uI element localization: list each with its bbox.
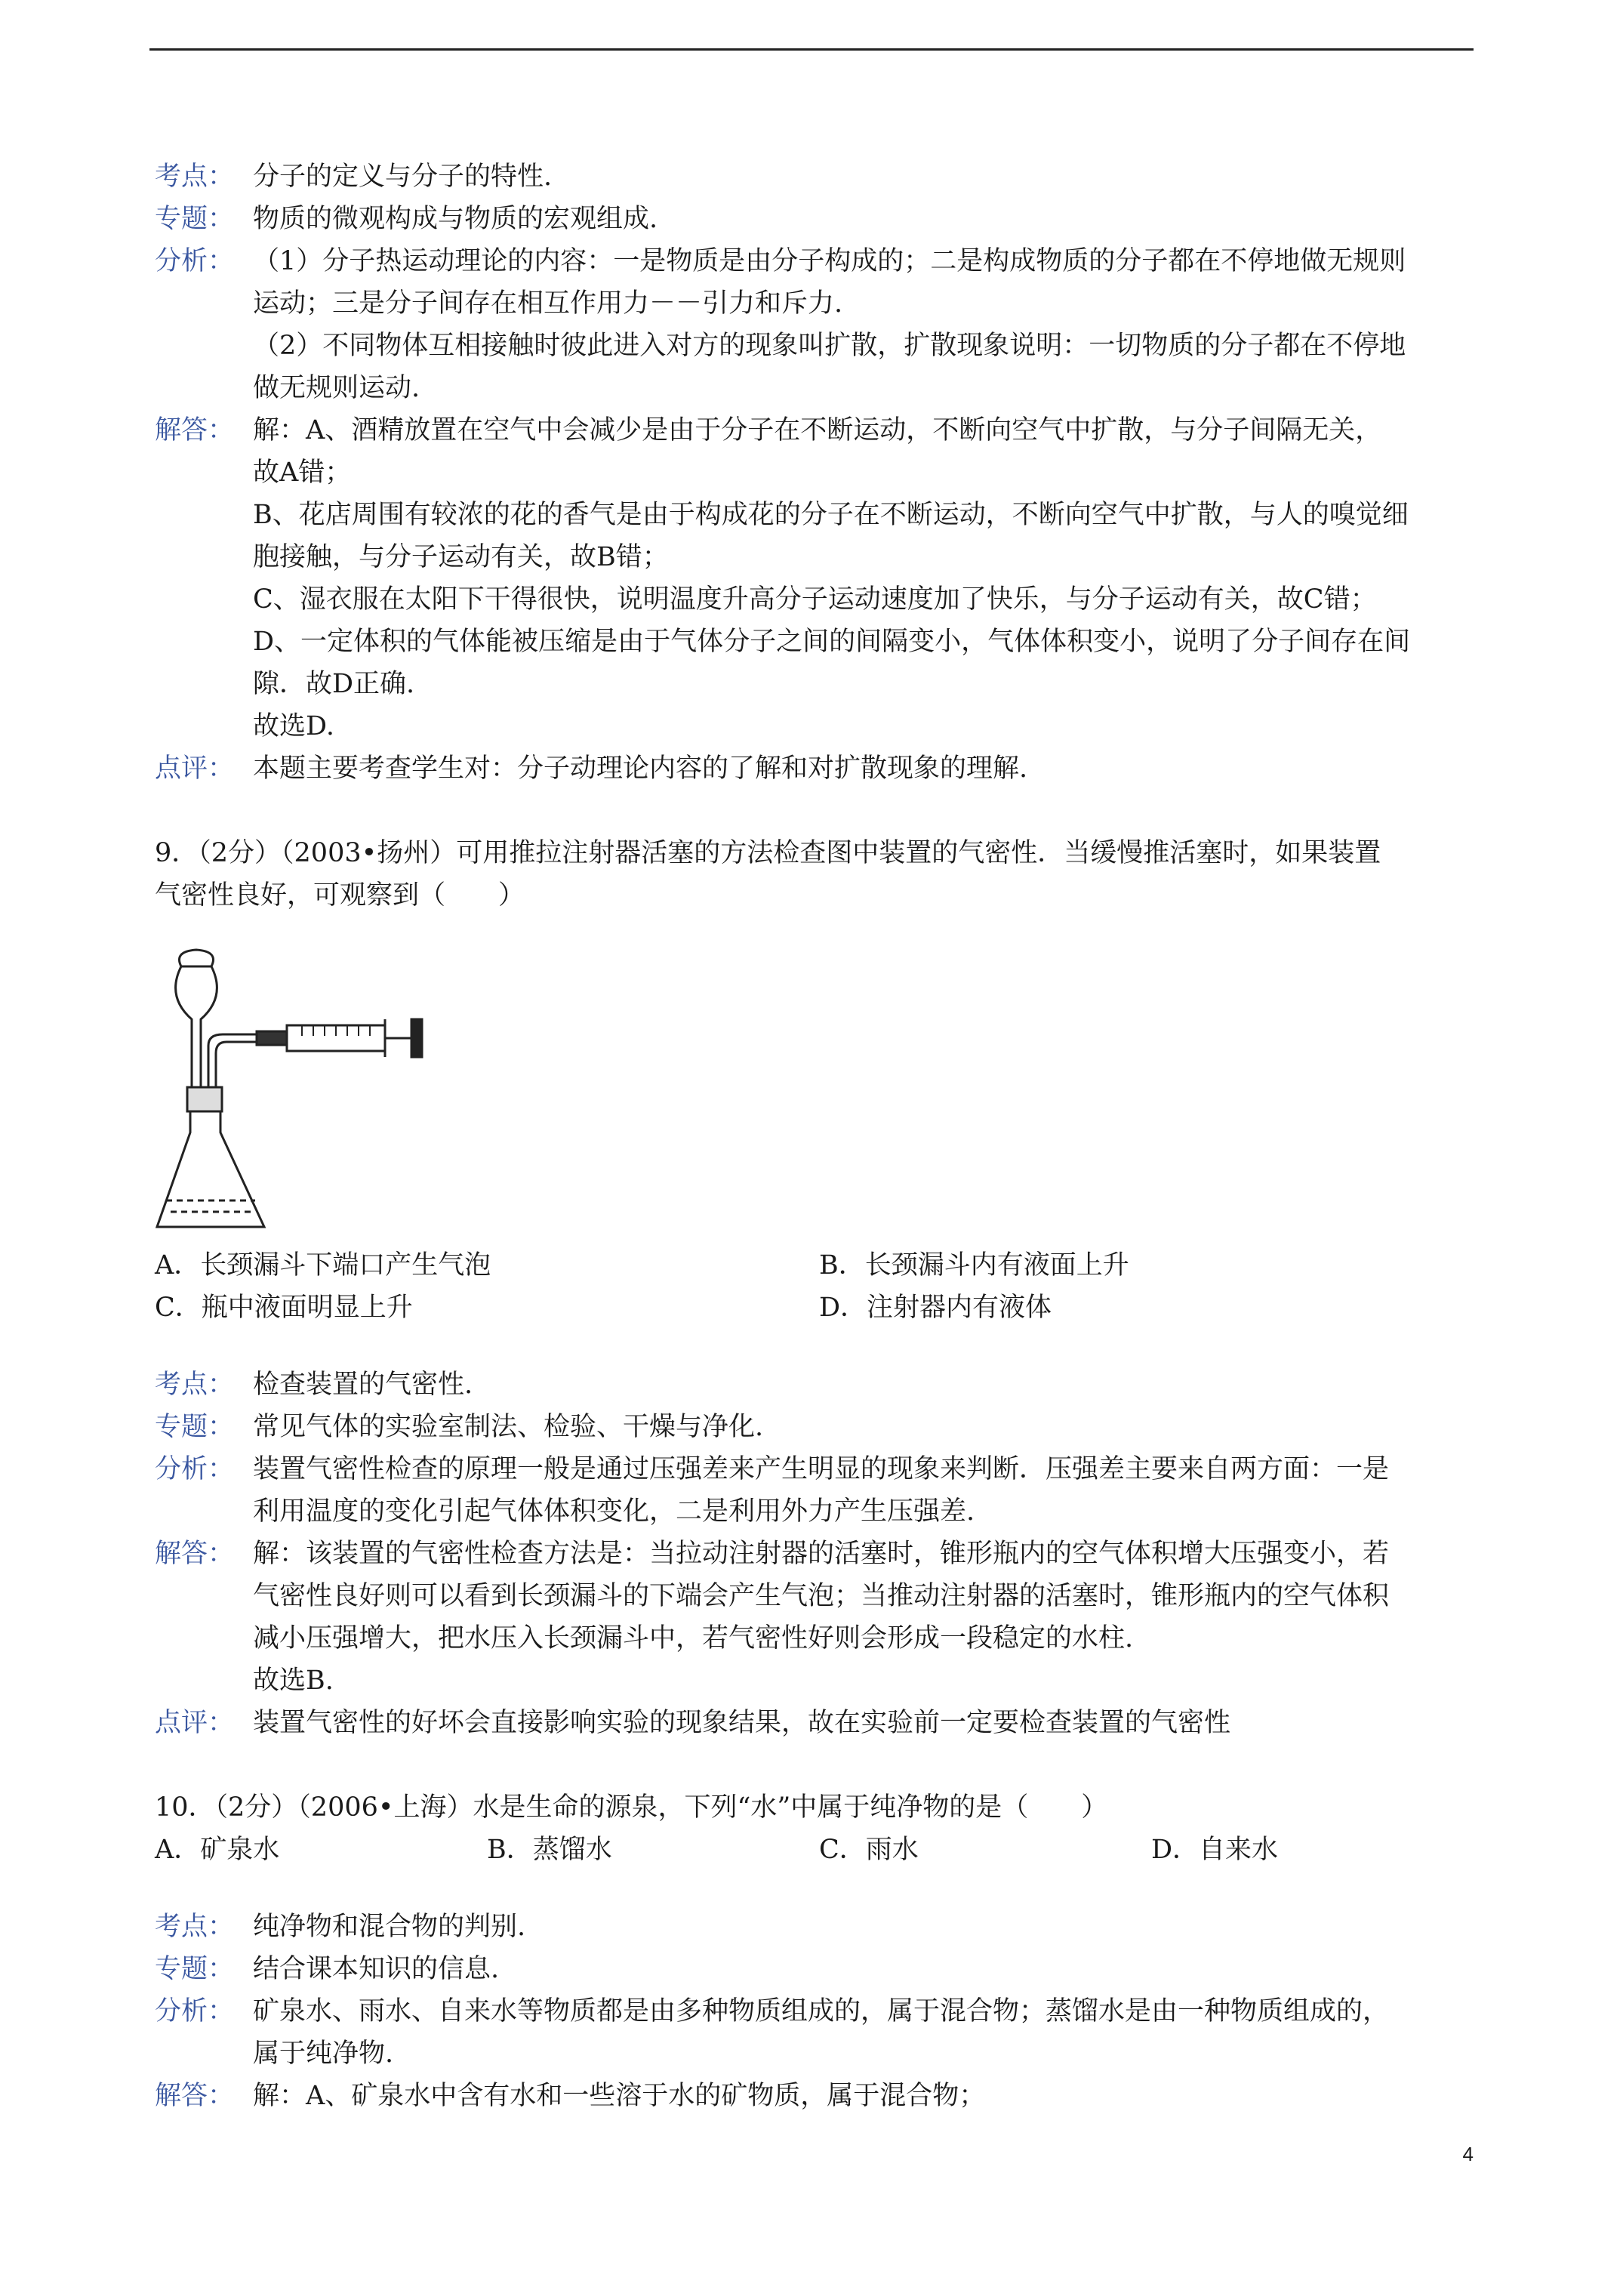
q8-kaodian: 分子的定义与分子的特性. xyxy=(253,162,553,192)
label-dianping: 点评： xyxy=(155,1708,235,1738)
q9-kaodian: 检查装置的气密性. xyxy=(253,1370,473,1400)
label-fenxi: 分析： xyxy=(155,1996,235,2026)
q10-stem: 10．（2分）（2006•上海）水是生命的源泉，下列“水”中属于纯净物的是（ ） xyxy=(155,1792,1108,1823)
label-jieda: 解答： xyxy=(155,415,235,445)
q8-jieda-line: C、湿衣服在太阳下干得很快，说明温度升高分子运动速度加了快乐，与分子运动有关，故C错； xyxy=(253,584,1377,615)
funnel-icon xyxy=(180,950,217,1087)
q10-option-a: A．矿泉水 xyxy=(155,1835,280,1865)
q9-option-b: B．长颈漏斗内有液面上升 xyxy=(819,1250,1129,1281)
label-zhuanti: 专题： xyxy=(155,1954,235,1984)
q9-fenxi-line: 装置气密性检查的原理一般是通过压强差来产生明显的现象来判断．压强差主要来自两方面：一是 xyxy=(253,1454,1390,1484)
flask-icon xyxy=(157,1111,264,1227)
q8-fenxi-line: （2）不同物体互相接触时彼此进入对方的现象叫扩散，扩散现象说明：一切物质的分子都在不停地 xyxy=(253,331,1406,361)
q9-jieda-line: 减小压强增大，把水压入长颈漏斗中，若气密性好则会形成一段稳定的水柱. xyxy=(253,1623,1134,1653)
q9-dianping: 装置气密性的好坏会直接影响实验的现象结果，故在实验前一定要检查装置的气密性 xyxy=(253,1708,1231,1738)
q9-fenxi-line: 利用温度的变化引起气体体积变化，二是利用外力产生压强差. xyxy=(253,1496,975,1527)
q10-fenxi-line: 矿泉水、雨水、自来水等物质都是由多种物质组成的，属于混合物；蒸馏水是由一种物质组成的， xyxy=(253,1996,1390,2026)
q9-jieda-line: 故选B. xyxy=(253,1666,334,1696)
q8-fenxi-line: （1）分子热运动理论的内容：一是物质是由分子构成的；二是构成物质的分子都在不停地做无规则 xyxy=(253,246,1406,276)
q10-option-d: D．自来水 xyxy=(1151,1835,1279,1865)
page-number: 4 xyxy=(1462,2143,1474,2165)
q10-jieda-line: 解：A、矿泉水中含有水和一些溶于水的矿物质，属于混合物； xyxy=(253,2081,986,2111)
label-jieda: 解答： xyxy=(155,1539,235,1569)
q10-option-b: B．蒸馏水 xyxy=(487,1835,612,1865)
q8-jieda-line: 胞接触，与分子运动有关，故B错； xyxy=(253,542,669,572)
q10-fenxi-line: 属于纯净物. xyxy=(253,2039,394,2069)
q8-jieda-line: 故选D. xyxy=(253,711,334,741)
q9-option-d: D．注射器内有液体 xyxy=(819,1293,1052,1323)
header-rule xyxy=(149,48,1474,51)
label-zhuanti: 专题： xyxy=(155,204,235,234)
q8-dianping: 本题主要考查学生对：分子动理论内容的了解和对扩散现象的理解. xyxy=(253,754,1028,784)
q9-jieda-line: 气密性良好则可以看到长颈漏斗的下端会产生气泡；当推动注射器的活塞时，锥形瓶内的空气体积 xyxy=(253,1581,1390,1611)
label-kaodian: 考点： xyxy=(155,1370,235,1400)
q8-zhuanti: 物质的微观构成与物质的宏观组成. xyxy=(253,204,658,234)
q9-stem-line: 9．（2分）（2003•扬州）可用推拉注射器活塞的方法检查图中装置的气密性．当缓慢推活塞时，如果装置 xyxy=(155,838,1381,868)
label-jieda: 解答： xyxy=(155,2081,235,2111)
label-zhuanti: 专题： xyxy=(155,1412,235,1442)
q9-option-a: A．长颈漏斗下端口产生气泡 xyxy=(155,1250,491,1281)
label-dianping: 点评： xyxy=(155,754,235,784)
q8-jieda-line: D、一定体积的气体能被压缩是由于气体分子之间的间隔变小，气体体积变小，说明了分子间存在间 xyxy=(253,627,1411,657)
q8-jieda-line: 隙．故D正确. xyxy=(253,669,415,699)
q9-jieda-line: 解：该装置的气密性检查方法是：当拉动注射器的活塞时，锥形瓶内的空气体积增大压强变小，若 xyxy=(253,1539,1390,1569)
q8-fenxi-line: 做无规则运动. xyxy=(253,373,420,403)
apparatus-figure xyxy=(151,944,483,1231)
label-kaodian: 考点： xyxy=(155,162,235,192)
q8-jieda-line: B、花店周围有较浓的花的香气是由于构成花的分子在不断运动，不断向空气中扩散，与人的嗅觉细 xyxy=(253,500,1409,530)
q8-jieda-line: 故A错； xyxy=(253,458,352,488)
q9-option-c: C．瓶中液面明显上升 xyxy=(155,1293,413,1323)
q9-zhuanti: 常见气体的实验室制法、检验、干燥与净化. xyxy=(253,1412,764,1442)
q8-jieda-line: 解：A、酒精放置在空气中会减少是由于分子在不断运动，不断向空气中扩散，与分子间隔无关， xyxy=(253,415,1382,445)
q10-zhuanti: 结合课本知识的信息. xyxy=(253,1954,500,1984)
q9-stem-line: 气密性良好，可观察到（ ） xyxy=(155,880,525,911)
label-kaodian: 考点： xyxy=(155,1912,235,1942)
label-fenxi: 分析： xyxy=(155,1454,235,1484)
q10-option-c: C．雨水 xyxy=(819,1835,919,1865)
q10-kaodian: 纯净物和混合物的判别. xyxy=(253,1912,526,1942)
q8-fenxi-line: 运动；三是分子间存在相互作用力－－引力和斥力. xyxy=(253,288,843,319)
label-fenxi: 分析： xyxy=(155,246,235,276)
